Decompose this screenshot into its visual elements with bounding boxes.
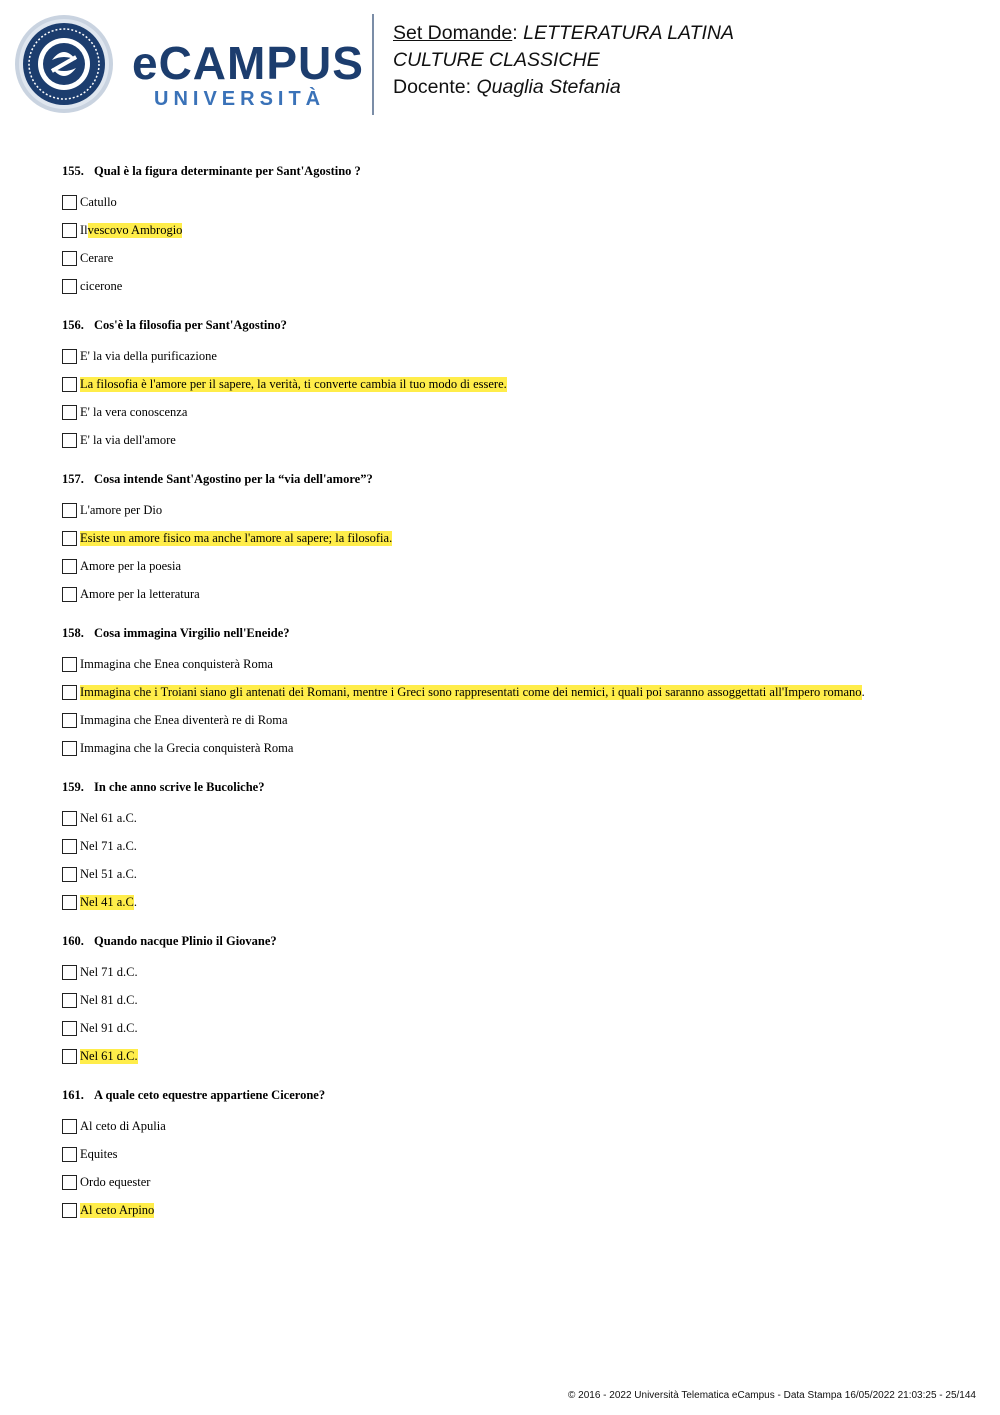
answer-checkbox[interactable] [62,1147,77,1162]
answer-checkbox[interactable] [62,1203,77,1218]
answer-checkbox[interactable] [62,713,77,728]
answer-checkbox[interactable] [62,993,77,1008]
answer-text: L'amore per Dio [80,502,163,517]
ecampus-logo [14,14,364,116]
answer-text: Cerare [80,250,114,265]
answer-text: E' la via dell'amore [80,432,176,447]
answer-text: Il [80,222,88,237]
answer-option[interactable] [62,496,962,524]
answer-checkbox[interactable] [62,349,77,364]
answer-text: cicerone [80,278,123,293]
question-title [62,470,962,488]
answer-option[interactable] [62,1042,962,1070]
set-label: Set Domande [393,22,513,44]
answer-checkbox[interactable] [62,867,77,882]
answer-checkbox[interactable] [62,1119,77,1134]
answer-text: Catullo [80,194,117,209]
answer-option[interactable] [62,1196,962,1224]
answer-option[interactable] [62,734,962,762]
answer-option[interactable] [62,426,962,454]
answer-option[interactable] [62,1140,962,1168]
answer-option[interactable] [62,552,962,580]
answer-checkbox[interactable] [62,559,77,574]
question-block [62,624,962,762]
question-text: Qual è la figura determinante per Sant'Agostino ? [94,164,361,178]
answer-option[interactable] [62,524,962,552]
answer-checkbox[interactable] [62,279,77,294]
answer-checkbox[interactable] [62,965,77,980]
answer-text: . [133,894,137,909]
question-number: 160. [62,934,84,948]
answer-text-highlighted: La filosofia è l'amore per il sapere, la verità, ti converte cambia il tuo modo di essere. [80,376,507,391]
answer-text-highlighted: vescovo Ambrogio [87,222,183,237]
answer-text: Nel 71 d.C. [80,964,138,979]
question-text: Cosa intende Sant'Agostino per la “via dell'amore”? [94,472,373,486]
answer-text: Amore per la letteratura [80,586,200,601]
answer-checkbox[interactable] [62,503,77,518]
answer-text: Amore per la poesia [80,558,182,573]
teacher-name: Quaglia Stefania [476,76,621,98]
answer-text: . [861,684,865,699]
answer-text: Immagina che la Grecia conquisterà Roma [80,740,294,755]
university-emblem-icon [14,14,114,114]
answer-checkbox[interactable] [62,195,77,210]
answer-option[interactable] [62,958,962,986]
answer-checkbox[interactable] [62,587,77,602]
question-block [62,162,962,300]
question-text: Quando nacque Plinio il Giovane? [94,934,277,948]
answer-text: E' la vera conoscenza [80,404,188,419]
answer-option[interactable] [62,398,962,426]
answer-checkbox[interactable] [62,1175,77,1190]
answer-checkbox[interactable] [62,1021,77,1036]
answer-checkbox[interactable] [62,895,77,910]
page-footer: © 2016 - 2022 Università Telematica eCampus - Data Stampa 16/05/2022 21:03:25 - 25/144 [568,1390,976,1401]
answer-checkbox[interactable] [62,839,77,854]
answer-option[interactable] [62,342,962,370]
answer-text: Nel 61 a.C. [80,810,137,825]
brand-name: eCAMPUS [132,37,364,89]
answer-checkbox[interactable] [62,223,77,238]
answer-text: Nel 71 a.C. [80,838,137,853]
answer-checkbox[interactable] [62,433,77,448]
answer-text: Immagina che Enea diventerà re di Roma [80,712,288,727]
answer-option[interactable] [62,580,962,608]
answer-option[interactable] [62,678,962,706]
question-title [62,778,962,796]
question-block [62,778,962,916]
course-info [393,20,734,101]
answer-checkbox[interactable] [62,741,77,756]
answer-text-highlighted: Immagina che i Troiani siano gli antenati dei Romani, mentre i Greci sono rappresentati come dei nemici, i quali poi saranno assoggettati all'Impero romano [80,684,862,699]
question-title [62,1086,962,1104]
question-number: 159. [62,780,84,794]
answer-text: Al ceto di Apulia [80,1118,166,1133]
teacher-line: Docente: Quaglia Stefania [393,76,621,98]
answer-option[interactable] [62,832,962,860]
question-text: Cos'è la filosofia per Sant'Agostino? [94,318,287,332]
question-title [62,316,962,334]
question-number: 156. [62,318,84,332]
answer-text-highlighted: Nel 41 a.C [80,894,134,909]
question-text: Cosa immagina Virgilio nell'Eneide? [94,626,290,640]
answer-checkbox[interactable] [62,685,77,700]
answer-option[interactable] [62,1112,962,1140]
question-number: 157. [62,472,84,486]
answer-option[interactable] [62,272,962,300]
answer-option[interactable] [62,986,962,1014]
answer-text: Equites [80,1146,118,1161]
answer-checkbox[interactable] [62,811,77,826]
question-text: A quale ceto equestre appartiene Cicerone? [94,1088,326,1102]
answer-text-highlighted: Nel 61 d.C. [80,1048,138,1063]
answer-option[interactable] [62,888,962,916]
answer-option[interactable] [62,706,962,734]
answer-checkbox[interactable] [62,531,77,546]
question-block [62,316,962,454]
answer-option[interactable] [62,1014,962,1042]
question-title [62,624,962,642]
answer-text: E' la via della purificazione [80,348,217,363]
question-title [62,932,962,950]
answer-text: Immagina che Enea conquisterà Roma [80,656,273,671]
answer-checkbox[interactable] [62,405,77,420]
answer-checkbox[interactable] [62,251,77,266]
brand-subtitle: UNIVERSITÀ [154,88,326,110]
question-number: 161. [62,1088,84,1102]
answer-checkbox[interactable] [62,377,77,392]
question-number: 158. [62,626,84,640]
answer-checkbox[interactable] [62,657,77,672]
question-text: In che anno scrive le Bucoliche? [94,780,265,794]
set-line: Set Domande: LETTERATURA LATINA [393,22,735,44]
answer-text: Nel 81 d.C. [80,992,138,1007]
question-list [62,162,962,1240]
course-title: LETTERATURA LATINA [523,22,735,44]
answer-text: Nel 51 a.C. [80,866,137,881]
answer-option[interactable] [62,804,962,832]
teacher-label: Docente [393,76,466,98]
question-number: 155. [62,164,84,178]
header-divider [372,14,374,115]
answer-checkbox[interactable] [62,1049,77,1064]
answer-option[interactable] [62,370,962,398]
course-subtitle: CULTURE CLASSICHE [393,49,600,71]
answer-option[interactable] [62,1168,962,1196]
answer-text: Ordo equester [80,1174,151,1189]
question-block [62,470,962,608]
answer-text-highlighted: Al ceto Arpino [80,1202,155,1217]
answer-option[interactable] [62,188,962,216]
question-title [62,162,962,180]
answer-option[interactable] [62,216,962,244]
answer-option[interactable] [62,860,962,888]
answer-text: Nel 91 d.C. [80,1020,138,1035]
answer-text-highlighted: Esiste un amore fisico ma anche l'amore al sapere; la filosofia. [80,530,393,545]
answer-option[interactable] [62,650,962,678]
question-block [62,932,962,1070]
page-header [0,0,1000,130]
question-block [62,1086,962,1224]
answer-option[interactable] [62,244,962,272]
